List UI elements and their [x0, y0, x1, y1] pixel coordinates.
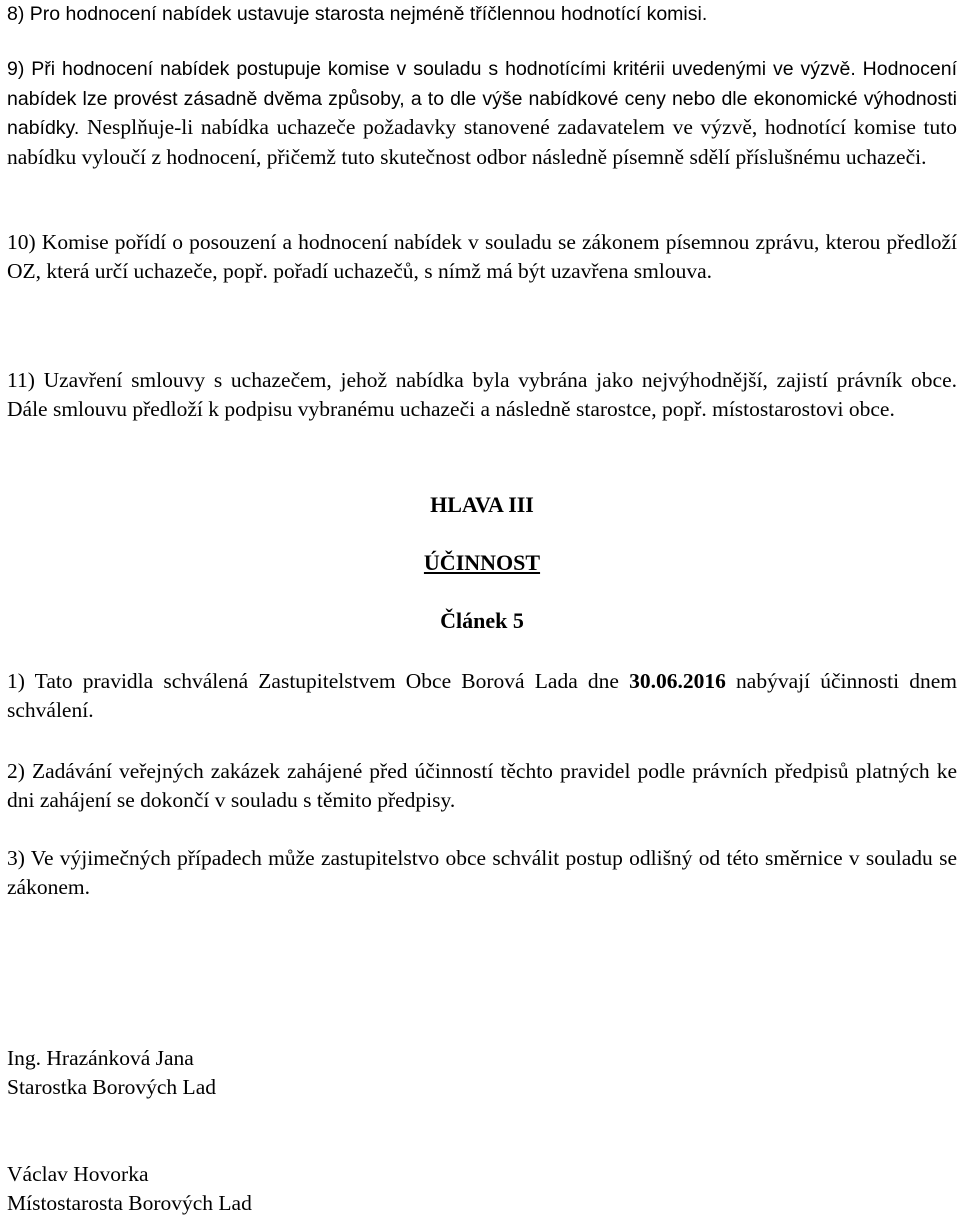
article-5-point-1 — [7, 667, 957, 724]
paragraph-11: 11) Uzavření smlouvy s uchazečem, jehož nabídka byla vybrána jako nejvýhodnější, zajistí právník obce. Dále smlouvu předloží k podpisu vybranému uchazeči a následně starostce, popř. místostarostovi obce. — [7, 368, 957, 421]
heading-ucinnost: ÚČINNOST — [423, 550, 541, 575]
signatory-role-deputy: Místostarosta Borových Lad — [7, 1191, 252, 1215]
point-1-text-start: 1) Tato pravidla schválená Zastupitelstvem Obce Borová Lada dne — [7, 669, 630, 693]
article-5-point-3: 3) Ve výjimečných případech může zastupitelstvo obce schválit postup odlišný od této směrnice v souladu se zákonem. — [7, 846, 957, 899]
heading-hlava: HLAVA III — [430, 492, 534, 517]
paragraph-10: 10) Komise pořídí o posouzení a hodnocení nabídek v souladu se zákonem písemnou zprávu, kterou předloží OZ, která určí uchazeče, popř. pořadí uchazečů, s nímž má být uzavřena smlouva. — [7, 230, 957, 283]
point-1-text-end: nabývají účinnosti dnem schválení. — [7, 669, 957, 722]
heading-clanek: Článek 5 — [440, 608, 524, 633]
paragraph-8: 8) Pro hodnocení nabídek ustavuje starosta nejméně tříčlennou hodnotící komisi. — [7, 3, 708, 25]
paragraph-9-serif-part: Nesplňuje-li nabídka uchazeče požadavky stanovené zadavatelem ve výzvě, hodnotící komise tuto nabídku vyloučí z hodnocení, přičemž tuto skutečnost odbor následně písemně sdělí příslušnému uchazeči. — [7, 115, 958, 169]
approval-date: 30.06.2016 — [629, 669, 726, 693]
paragraph-9 — [7, 54, 957, 171]
signatory-name-mayor: Ing. Hrazánková Jana — [7, 1046, 194, 1070]
paragraph-9-sans-part: 9) Při hodnocení nabídek postupuje komise v souladu s hodnotícími kritérii uvedenými ve výzvě. Hodnocení nabídek lze provést zásadně dvěma způsoby, a to dle výše nabídkové ceny nebo dle ekonomické výhodnosti nabídky. — [7, 58, 957, 139]
signatory-name-deputy: Václav Hovorka — [7, 1162, 149, 1186]
signatory-role-mayor: Starostka Borových Lad — [7, 1075, 216, 1099]
article-5-point-2: 2) Zadávání veřejných zakázek zahájené před účinností těchto pravidel podle právních předpisů platných ke dni zahájení se dokončí v souladu s těmito předpisy. — [7, 759, 957, 812]
